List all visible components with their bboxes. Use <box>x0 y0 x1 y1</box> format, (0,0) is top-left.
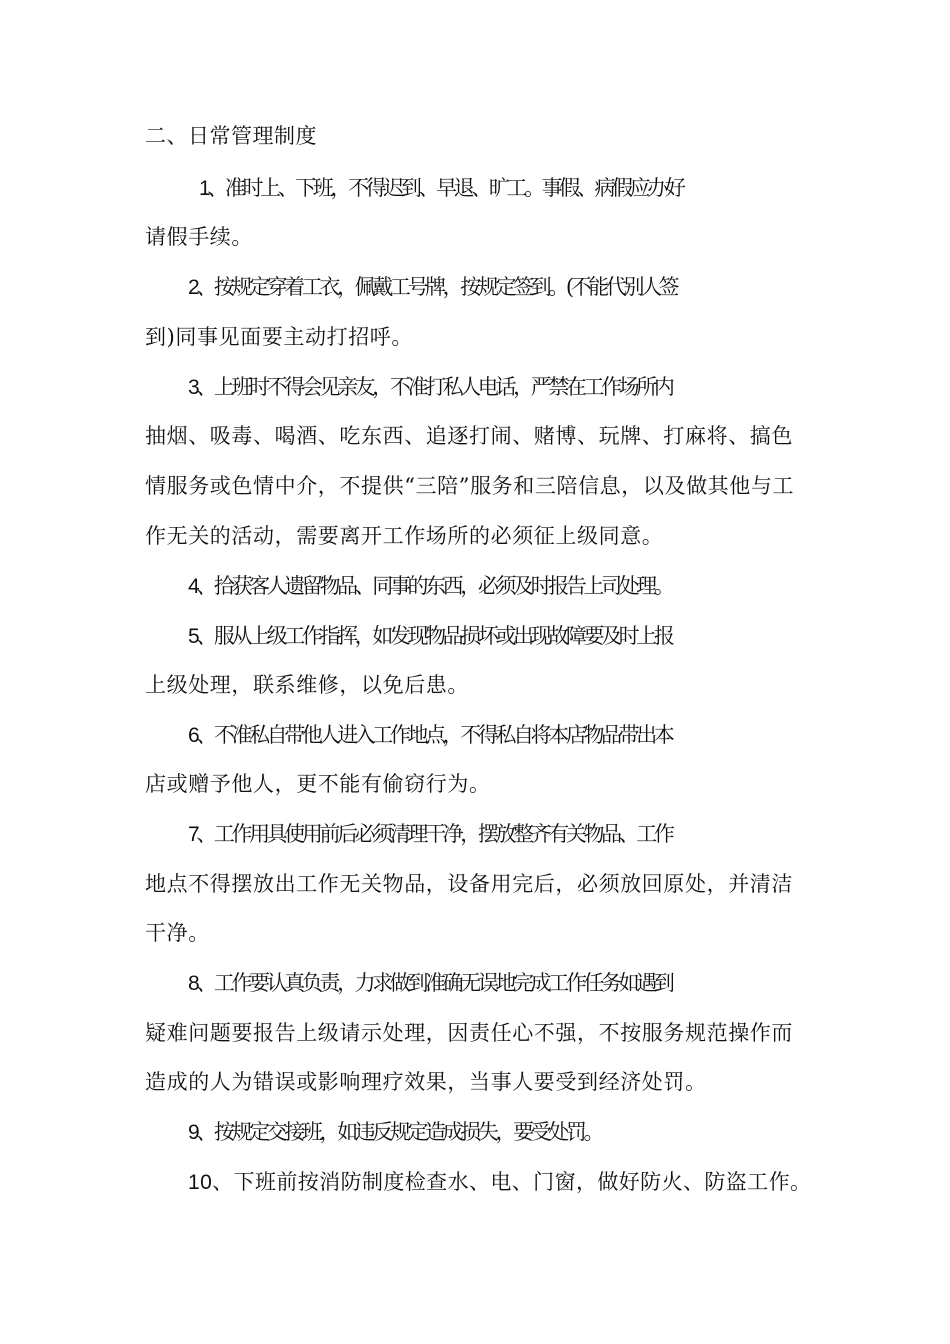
rule-3-text-1: 、上班时不得会见亲友，不准打私人电话，严禁在工作场所内 <box>196 375 672 399</box>
rule-9-number: 9 <box>188 1121 197 1144</box>
rule-5-text-1: 、服从上级工作指挥，如发现物品损坏或出现故障要及时上报 <box>196 624 672 648</box>
rule-1-text-2: 请假手续。 <box>145 225 253 249</box>
rule-3-line-1 <box>188 369 853 406</box>
rule-8-line-1 <box>188 965 853 1002</box>
rule-3-line-4 <box>145 518 810 554</box>
rule-4-line-1 <box>188 568 853 605</box>
rule-6-line-1 <box>188 717 853 754</box>
rule-7-text-3: 干净。 <box>145 921 210 945</box>
rule-10-line-1 <box>188 1164 813 1201</box>
rule-2-line-1 <box>188 269 853 306</box>
rule-4-number: 4 <box>188 575 197 598</box>
rule-5-line-1 <box>188 618 853 655</box>
rule-7-line-3 <box>145 915 810 951</box>
rule-6-number: 6 <box>188 724 197 747</box>
rule-2-text-1: 、按规定穿着工衣，佩戴工号牌，按规定签到。(不能代别人签 <box>196 275 677 299</box>
rule-3-line-2 <box>145 418 810 454</box>
rule-6-line-2 <box>145 766 810 802</box>
rule-3-text-3: 情服务或色情中介，不提供“三陪”服务和三陪信息，以及做其他与工 <box>145 474 795 498</box>
rule-9-text-1: 、按规定交接班，如违反规定造成损失，要受处罚。 <box>196 1120 602 1144</box>
rule-7-line-1 <box>188 816 853 853</box>
rule-8-line-2 <box>145 1015 810 1051</box>
rule-10-number: 10 <box>188 1171 213 1194</box>
rule-2-text-2: 到)同事见面要主动打招呼。 <box>145 325 413 349</box>
rule-6-text-1: 、不准私自带他人进入工作地点，不得私自将本店物品带出本 <box>196 723 672 747</box>
rule-8-text-2: 疑难问题要报告上级请示处理，因责任心不强，不按服务规范操作而 <box>145 1021 793 1045</box>
rule-8-line-3 <box>145 1064 810 1100</box>
rule-3-text-2: 抽烟、吸毒、喝酒、吃东西、追逐打闹、赌博、玩牌、打麻将、搞色 <box>145 424 793 448</box>
rule-9-line-1 <box>188 1114 853 1151</box>
rule-3-number: 3 <box>188 376 197 399</box>
rule-6-text-2: 店或赠予他人，更不能有偷窃行为。 <box>145 772 491 796</box>
rule-7-line-2 <box>145 866 810 902</box>
rule-7-text-2: 地点不得摆放出工作无关物品，设备用完后，必须放回原处，并清洁 <box>145 872 793 896</box>
rule-8-text-3: 造成的人为错误或影响理疗效果，当事人要受到经济处罚。 <box>145 1070 707 1094</box>
rule-1-line-1 <box>199 170 864 207</box>
rule-5-number: 5 <box>188 625 197 648</box>
rule-1-text-1: 、准时上、下班，不得迟到、早退、旷工。事假、病假应办好 <box>207 176 683 200</box>
section-heading: 二、日常管理制度 <box>145 124 317 148</box>
rule-8-number: 8 <box>188 972 197 995</box>
rule-5-text-2: 上级处理，联系维修，以免后患。 <box>145 673 469 697</box>
rule-2-line-2 <box>145 319 810 355</box>
rule-7-text-1: 、工作用具使用前后必须清理干净，摆放整齐有关物品、工作 <box>196 822 672 846</box>
rule-2-number: 2 <box>188 276 197 299</box>
rule-10-text-1: 、下班前按消防制度检查水、电、门窗，做好防火、防盗工作。 <box>212 1170 812 1194</box>
rule-1-line-2 <box>145 219 810 255</box>
rule-1-number: 1 <box>199 177 208 200</box>
rule-8-text-1: 、工作要认真负责，力求做到准确无误地完成工作任务如遇到 <box>196 971 672 995</box>
rule-4-text-1: 、拾获客人遗留物品、同事的东西，必须及时报告上司处理。 <box>196 574 672 598</box>
rule-3-text-4: 作无关的活动，需要离开工作场所的必须征上级同意。 <box>145 524 664 548</box>
rule-7-number: 7 <box>188 823 197 846</box>
rule-3-line-3 <box>145 468 810 504</box>
rule-5-line-2 <box>145 667 810 703</box>
